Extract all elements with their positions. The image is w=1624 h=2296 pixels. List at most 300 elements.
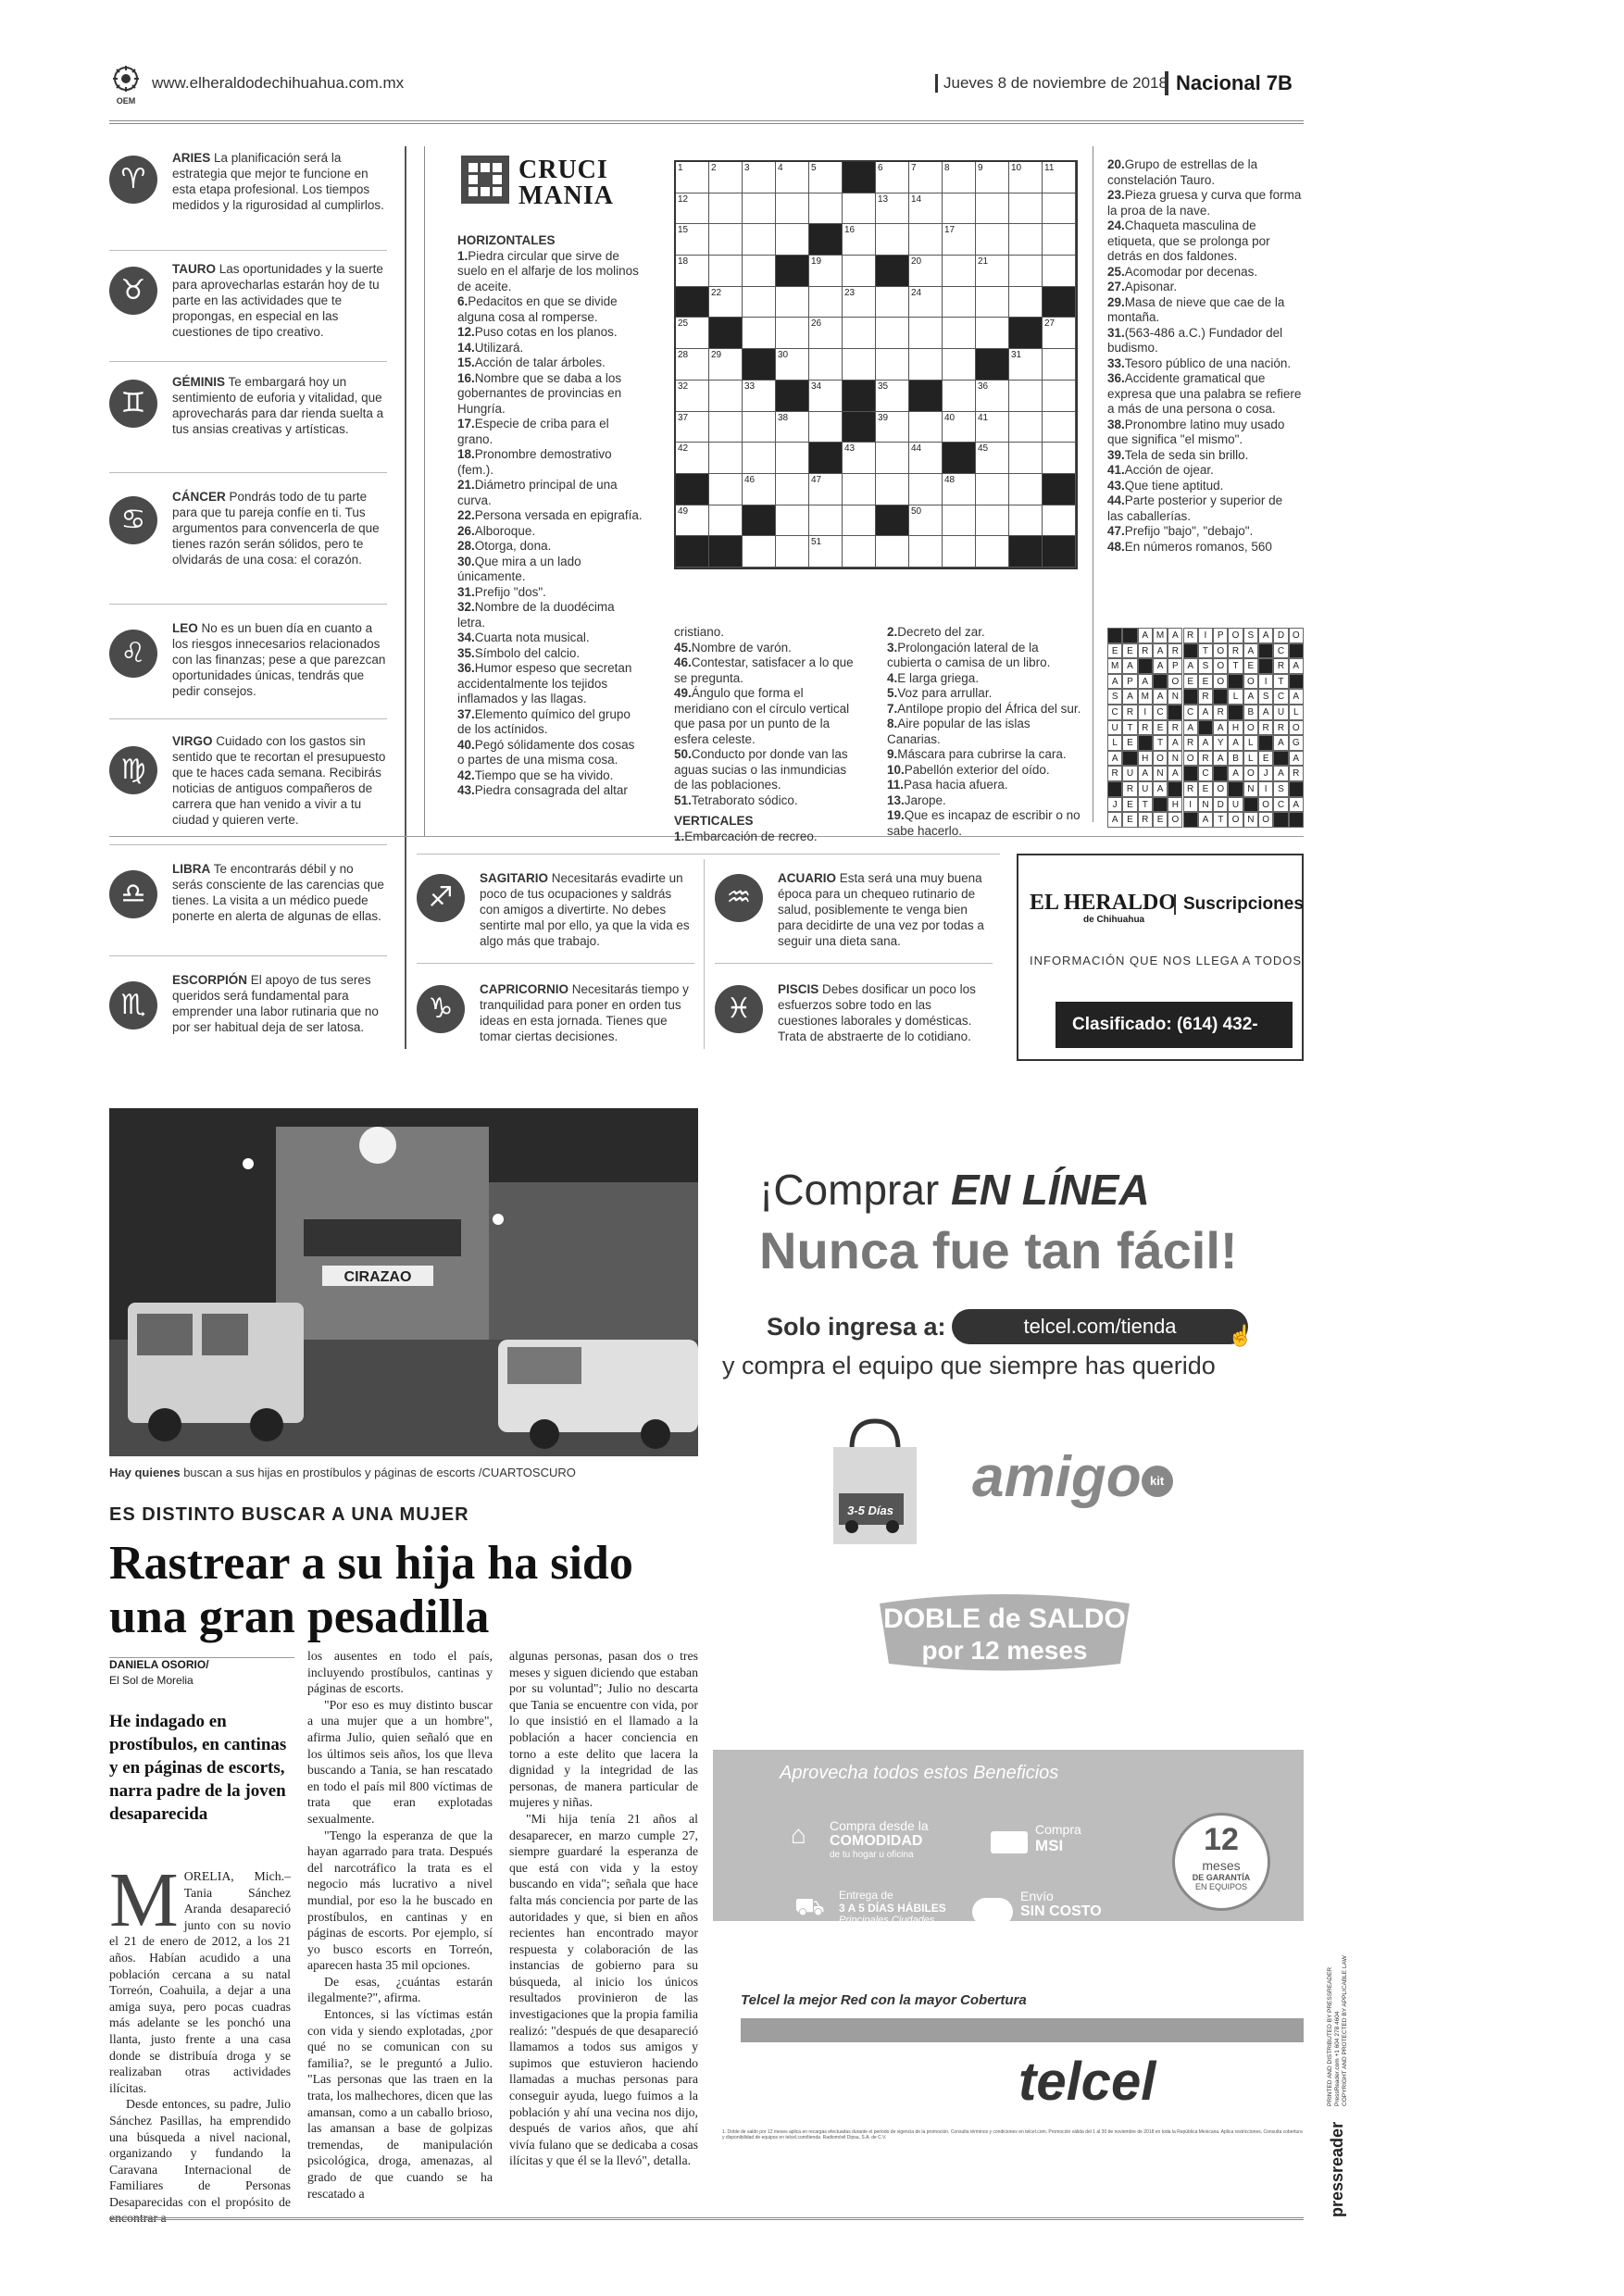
- clue: 8.Aire popular de las islas Canarias.: [887, 717, 1031, 746]
- grid-cell[interactable]: [776, 224, 809, 256]
- solution-cell: T: [1198, 643, 1213, 659]
- grid-cell[interactable]: [843, 536, 876, 568]
- grid-cell[interactable]: 40: [943, 412, 976, 443]
- grid-cell[interactable]: 15: [676, 224, 709, 256]
- solution-cell: J: [1107, 797, 1122, 813]
- grid-cell[interactable]: [709, 224, 743, 256]
- grid-cell[interactable]: [943, 349, 976, 381]
- subscriptions-brand-sub: de Chihuahua: [1083, 915, 1145, 925]
- ad-url-button[interactable]: telcel.com/tienda: [952, 1309, 1248, 1344]
- grid-cell[interactable]: 49: [676, 505, 709, 537]
- solution-cell: E: [1122, 643, 1137, 659]
- grid-cell[interactable]: [976, 474, 1009, 505]
- grid-cell[interactable]: [976, 224, 1009, 256]
- solution-cell: A: [1273, 766, 1288, 781]
- grid-cell[interactable]: [943, 256, 976, 287]
- grid-cell[interactable]: [743, 318, 776, 349]
- clue: 50.Conducto por donde van las aguas sucias o las inmundicias de las poblaciones.: [674, 747, 848, 792]
- grid-cell[interactable]: 29: [709, 349, 743, 381]
- grid-cell[interactable]: [776, 287, 809, 318]
- grid-cell[interactable]: 10: [1009, 162, 1043, 193]
- shopping-bag-icon: [815, 1412, 935, 1551]
- solution-cell: C: [1273, 643, 1288, 659]
- grid-cell[interactable]: [976, 505, 1009, 537]
- solution-cell: A: [1258, 705, 1273, 720]
- solution-cell: [1183, 643, 1198, 659]
- solution-cell: U: [1107, 720, 1122, 736]
- grid-cell[interactable]: [743, 443, 776, 474]
- solution-cell: I: [1198, 628, 1213, 643]
- grid-black-cell: [1043, 536, 1076, 568]
- grid-cell[interactable]: [809, 287, 843, 318]
- clue: 35.Símbolo del calcio.: [457, 645, 581, 660]
- subscriptions-brand: EL HERALDO: [1030, 891, 1177, 915]
- grid-cell[interactable]: [943, 505, 976, 537]
- solution-cell: U: [1228, 797, 1243, 813]
- grid-cell[interactable]: 34: [809, 381, 843, 412]
- ad-headline-1: ¡Comprar EN LÍNEA: [759, 1166, 1150, 1214]
- grid-black-cell: [809, 224, 843, 256]
- grid-cell[interactable]: 1: [676, 162, 709, 193]
- clue: 12.Puso cotas en los planos.: [457, 325, 618, 339]
- grid-cell[interactable]: [876, 318, 909, 349]
- clue: 33.Tesoro público de una nación.: [1107, 356, 1292, 370]
- svg-text:PressReader.com +1 604 278 460: PressReader.com +1 604 278 4604: [1334, 2011, 1341, 2106]
- grid-cell[interactable]: [743, 536, 776, 568]
- grid-cell[interactable]: [709, 193, 743, 225]
- grid-cell[interactable]: 18: [676, 256, 709, 287]
- grid-cell[interactable]: [1009, 224, 1043, 256]
- solution-cell: [1228, 705, 1243, 720]
- grid-cell[interactable]: [1043, 256, 1076, 287]
- solution-cell: A: [1228, 766, 1243, 781]
- grid-cell[interactable]: 5: [809, 162, 843, 193]
- grid-cell[interactable]: 11: [1043, 162, 1076, 193]
- grid-cell[interactable]: [743, 256, 776, 287]
- grid-cell[interactable]: [709, 381, 743, 412]
- grid-cell[interactable]: [1043, 224, 1076, 256]
- solution-cell: J: [1258, 766, 1273, 781]
- grid-cell[interactable]: 42: [676, 443, 709, 474]
- grid-cell[interactable]: 4: [776, 162, 809, 193]
- grid-cell[interactable]: [743, 193, 776, 225]
- svg-text:DOBLE de SALDO: DOBLE de SALDO: [883, 1603, 1126, 1634]
- solution-cell: L: [1107, 735, 1122, 751]
- grid-cell[interactable]: 9: [976, 162, 1009, 193]
- solution-cell: L: [1243, 735, 1258, 751]
- grid-cell[interactable]: 8: [943, 162, 976, 193]
- solution-cell: A: [1243, 689, 1258, 705]
- ad-headline-2: Nunca fue tan fácil!: [759, 1221, 1238, 1279]
- grid-cell[interactable]: 7: [909, 162, 943, 193]
- grid-cell[interactable]: [843, 505, 876, 537]
- grid-cell[interactable]: [876, 474, 909, 505]
- solution-cell: A: [1213, 720, 1228, 736]
- grid-black-cell: [709, 536, 743, 568]
- clue: 23.Pieza gruesa y curva que forma la proa de la nave.: [1107, 188, 1302, 218]
- svg-text:PRINTED AND DISTRIBUTED BY PRE: PRINTED AND DISTRIBUTED BY PRESSREADER: [1327, 1966, 1333, 2106]
- solution-cell: A: [1168, 735, 1182, 751]
- grid-cell[interactable]: [709, 443, 743, 474]
- solution-cell: R: [1168, 720, 1182, 736]
- grid-cell[interactable]: [976, 193, 1009, 225]
- solution-cell: T: [1228, 658, 1243, 674]
- solution-cell: A: [1168, 766, 1182, 781]
- solution-cell: N: [1168, 751, 1182, 767]
- solution-cell: A: [1153, 781, 1168, 797]
- grid-cell[interactable]: [743, 224, 776, 256]
- libra-icon: ♎: [109, 870, 157, 918]
- grid-cell[interactable]: 50: [909, 505, 943, 537]
- solution-cell: L: [1289, 705, 1304, 720]
- grid-black-cell: [909, 381, 943, 412]
- grid-cell[interactable]: [709, 474, 743, 505]
- solution-cell: R: [1289, 766, 1304, 781]
- solution-cell: A: [1228, 735, 1243, 751]
- grid-cell[interactable]: [876, 536, 909, 568]
- grid-cell[interactable]: [943, 193, 976, 225]
- clue: 3.Prolongación lateral de la cubierta o camisa de un libro.: [887, 640, 1051, 669]
- grid-cell[interactable]: 24: [909, 287, 943, 318]
- grid-cell[interactable]: [709, 256, 743, 287]
- grid-black-cell: [876, 256, 909, 287]
- solution-cell: N: [1243, 812, 1258, 828]
- grid-cell[interactable]: 25: [676, 318, 709, 349]
- solution-cell: A: [1153, 643, 1168, 659]
- solution-cell: [1153, 797, 1168, 813]
- solution-cell: I: [1138, 705, 1153, 720]
- solution-cell: E: [1122, 797, 1137, 813]
- solution-cell: R: [1138, 812, 1153, 828]
- grid-cell[interactable]: 2: [709, 162, 743, 193]
- clue: 21.Diámetro principal de una curva.: [457, 478, 618, 507]
- clue: 26.Alboroque.: [457, 523, 536, 538]
- grid-cell[interactable]: [709, 505, 743, 537]
- grid-cell[interactable]: [943, 381, 976, 412]
- amigo-kit-logo: amigo kit: [972, 1444, 1173, 1510]
- grid-cell[interactable]: [1009, 412, 1043, 443]
- horoscope-acuario: ACUARIO Esta será una muy buena época para un chequeo rutinario de salud, posiblemente te venga bien para decidirte de una vez por todas a seguir una dieta sana.: [778, 871, 984, 948]
- clue: 10.Pabellón exterior del oído.: [887, 762, 1050, 777]
- solution-cell: T: [1122, 720, 1137, 736]
- clue: 1.Embarcación de recreo.: [674, 829, 818, 843]
- grid-cell[interactable]: 27: [1043, 318, 1076, 349]
- grid-cell[interactable]: 38: [776, 412, 809, 443]
- solution-cell: R: [1122, 781, 1137, 797]
- clue: 16.Nombre que se daba a los gobernantes de provincias en Hungría.: [457, 370, 622, 416]
- grid-cell[interactable]: [943, 287, 976, 318]
- grid-cell[interactable]: 14: [909, 193, 943, 225]
- gemini-icon: ♊: [109, 380, 157, 428]
- grid-cell[interactable]: [809, 412, 843, 443]
- grid-cell[interactable]: [1043, 412, 1076, 443]
- grid-cell[interactable]: 39: [876, 412, 909, 443]
- grid-cell[interactable]: [1009, 505, 1043, 537]
- solution-cell: [1289, 781, 1304, 797]
- grid-cell[interactable]: [976, 287, 1009, 318]
- solution-cell: M: [1153, 628, 1168, 643]
- solution-cell: [1168, 781, 1182, 797]
- solution-cell: E: [1258, 751, 1273, 767]
- grid-cell[interactable]: 17: [943, 224, 976, 256]
- solution-cell: [1273, 812, 1288, 828]
- solution-cell: O: [1168, 812, 1182, 828]
- grid-cell[interactable]: [909, 349, 943, 381]
- grid-cell[interactable]: [909, 412, 943, 443]
- solution-cell: A: [1289, 658, 1304, 674]
- solution-cell: P: [1122, 674, 1137, 690]
- solution-cell: C: [1107, 705, 1122, 720]
- cursor-hand-icon: ☝: [1228, 1324, 1254, 1347]
- solution-cell: [1138, 658, 1153, 674]
- grid-cell[interactable]: [1009, 287, 1043, 318]
- grid-cell[interactable]: 35: [876, 381, 909, 412]
- grid-cell[interactable]: [843, 193, 876, 225]
- horoscope-aries: ARIES La planificación será la estrategia que mejor te funcione en esta etapa profesional. Los tiempos medidos y la rigurosidad al cumplirlos.: [172, 151, 384, 212]
- grid-black-cell: [843, 162, 876, 193]
- benefit-comodidad: Compra desde la COMODIDAD de tu hogar u oficina: [830, 1818, 929, 1860]
- solution-cell: O: [1153, 751, 1168, 767]
- clue: 39.Tela de seda sin brillo.: [1107, 447, 1249, 462]
- grid-cell[interactable]: [876, 287, 909, 318]
- grid-cell[interactable]: 48: [943, 474, 976, 505]
- grid-cell[interactable]: [776, 318, 809, 349]
- grid-cell[interactable]: [809, 193, 843, 225]
- grid-cell[interactable]: 33: [743, 381, 776, 412]
- crossword-grid[interactable]: [674, 160, 1078, 569]
- clue: 13.Jarope.: [887, 792, 946, 807]
- oem-logo: [109, 65, 143, 106]
- article-deck: He indagado en prostíbulos, en cantinas y en páginas de escorts, narra padre de la joven desaparecida: [109, 1712, 287, 1824]
- grid-cell[interactable]: 37: [676, 412, 709, 443]
- solution-cell: [1153, 674, 1168, 690]
- grid-cell[interactable]: [1009, 474, 1043, 505]
- clues-verticales-a: [887, 625, 1081, 839]
- solution-cell: A: [1122, 689, 1137, 705]
- solution-cell: G: [1289, 735, 1304, 751]
- solution-cell: L: [1243, 751, 1258, 767]
- grid-cell[interactable]: [743, 412, 776, 443]
- svg-text:por 12 meses: por 12 meses: [921, 1636, 1088, 1665]
- solution-cell: H: [1138, 751, 1153, 767]
- grid-cell[interactable]: 32: [676, 381, 709, 412]
- grid-cell[interactable]: [943, 318, 976, 349]
- grid-cell[interactable]: [843, 256, 876, 287]
- clue: 24.Chaqueta masculina de etiqueta, que se prolonga por detrás en dos faldones.: [1107, 218, 1270, 263]
- clue: 22.Persona versada en epigrafía.: [457, 508, 643, 522]
- grid-cell[interactable]: 36: [976, 381, 1009, 412]
- grid-cell[interactable]: [909, 536, 943, 568]
- classified-phone[interactable]: Clasificado: (614) 432-3827: [1056, 1002, 1293, 1048]
- benefit-entrega: Entrega de 3 A 5 DÍAS HÁBILES Principales Ciudades: [839, 1889, 946, 1926]
- clue: 40.Pegó sólidamente dos cosas o partes de una misma cosa.: [457, 737, 635, 767]
- clue: 6.Pedacitos en que se divide alguna cosa al romperse.: [457, 294, 618, 324]
- solution-cell: [1122, 751, 1137, 767]
- grid-cell[interactable]: 16: [843, 224, 876, 256]
- solution-cell: E: [1122, 812, 1137, 828]
- solution-cell: [1289, 674, 1304, 690]
- capricorn-icon: ♑: [417, 985, 465, 1033]
- byline-outlet: El Sol de Morelia: [109, 1674, 194, 1687]
- clue: 18.Pronombre demostrativo (fem.).: [457, 447, 612, 477]
- grid-cell[interactable]: 6: [876, 162, 909, 193]
- horoscope-virgo: VIRGO Cuidado con los gastos sin sentido que te recortan el presupuesto que te haces cada semana. Recibirás noticias de antiguos compañeros de carrera que han venido a vivir a tu ciudad y quieren verte.: [172, 734, 386, 827]
- ad-instruction: Solo ingresa a:: [767, 1313, 946, 1341]
- solution-cell: [1273, 751, 1288, 767]
- solution-cell: [1183, 766, 1198, 781]
- grid-cell[interactable]: [709, 412, 743, 443]
- grid-cell[interactable]: [1043, 193, 1076, 225]
- article-column-2: los ausentes en todo el país, incluyendo prostíbulos, cantinas y páginas de escorts. "Por eso es muy distinto buscar a una mujer que a un hombre", afirma Julio, quien señaló que en los últimos seis años, los que lleva buscando a Tania, se han rescatado en todo el país mil 800 víctimas de trata que eran explotadas sexualmente. "Tengo la esperanza de que la hayan agarrado para trata. Después del narcotráfico la trata es el negocio más lucrativo a nivel mundial, por eso la he buscado en prostíbulos, en cantinas y en páginas de escorts. Por ejemplo, sí yo busco escorts en Torreón, aparecen hasta 35 mil opciones. De esas, ¿cuántas estarán ilegalmente?", afirma. Entonces, si las víctimas están con vida y siendo explotadas, ¿por qué no se comunican con su familia?, se le preguntó a Julio. "Las personas que las traen en la trata, los malhechores, dicen que las amansan, como a un caballo brioso, las amansan a base de golpizas tremendas, de manipulación psicológica, droga, amenazas, al grado de que cuando se ha rescatado a: [307, 1649, 493, 2201]
- solution-cell: A: [1289, 751, 1304, 767]
- solution-cell: A: [1138, 674, 1153, 690]
- solution-cell: A: [1198, 812, 1213, 828]
- solution-cell: R: [1198, 751, 1213, 767]
- solution-cell: C: [1183, 705, 1198, 720]
- solution-cell: R: [1138, 720, 1153, 736]
- grid-cell[interactable]: 13: [876, 193, 909, 225]
- ad-subline: y compra el equipo que siempre has querido: [722, 1352, 1216, 1379]
- clue: 37.Elemento químico del grupo de los actínidos.: [457, 706, 631, 736]
- clue: 43.Que tiene aptitud.: [1107, 478, 1224, 493]
- solution-cell: [1213, 689, 1228, 705]
- solution-cell: S: [1258, 689, 1273, 705]
- clue: 28.Otorga, dona.: [457, 539, 552, 553]
- grid-cell[interactable]: 12: [676, 193, 709, 225]
- grid-cell[interactable]: [1043, 349, 1076, 381]
- solution-cell: R: [1183, 781, 1198, 797]
- solution-cell: A: [1258, 628, 1273, 643]
- grid-cell[interactable]: 3: [743, 162, 776, 193]
- solution-cell: [1183, 689, 1198, 705]
- solution-cell: R: [1168, 643, 1182, 659]
- solution-cell: [1228, 674, 1243, 690]
- grid-cell[interactable]: 23: [843, 287, 876, 318]
- grid-cell[interactable]: [743, 287, 776, 318]
- site-url[interactable]: www.elheraldodechihuahua.com.mx: [152, 74, 405, 92]
- grid-cell[interactable]: 30: [776, 349, 809, 381]
- clue: 51.Tetraborato sódico.: [674, 792, 798, 807]
- clue: 43.Piedra consagrada del altar: [457, 783, 628, 797]
- grid-cell[interactable]: 28: [676, 349, 709, 381]
- grid-cell[interactable]: [909, 318, 943, 349]
- grid-cell[interactable]: [976, 536, 1009, 568]
- grid-cell[interactable]: 47: [809, 474, 843, 505]
- solution-cell: [1243, 797, 1258, 813]
- grid-cell[interactable]: [1009, 443, 1043, 474]
- solution-cell: T: [1213, 812, 1228, 828]
- grid-cell[interactable]: [1009, 381, 1043, 412]
- grid-cell[interactable]: [776, 505, 809, 537]
- grid-cell[interactable]: [843, 349, 876, 381]
- grid-cell[interactable]: [776, 474, 809, 505]
- solution-cell: O: [1213, 643, 1228, 659]
- solution-cell: S: [1243, 628, 1258, 643]
- grid-cell[interactable]: 46: [743, 474, 776, 505]
- horoscope-sagitario: SAGITARIO Necesitarás evadirte un poco de tus ocupaciones y saldrás con amigos a divertirte. No debes sentirte mal por ello, ya que la vida es algo más que trabajo.: [480, 871, 690, 948]
- grid-cell[interactable]: 45: [976, 443, 1009, 474]
- grid-cell[interactable]: 22: [709, 287, 743, 318]
- aries-icon: ♈: [109, 156, 157, 204]
- horoscope-tauro: TAURO Las oportunidades y la suerte para aprovecharlas estarán hoy de tu parte en las actividades que te propongas, en especial en las cuestiones de tipo creativo.: [172, 262, 383, 339]
- grid-cell[interactable]: [943, 536, 976, 568]
- grid-cell[interactable]: [1009, 193, 1043, 225]
- grid-cell[interactable]: [776, 536, 809, 568]
- clue: 48.En números romanos, 560: [1107, 539, 1272, 554]
- svg-text:OEM: OEM: [116, 96, 136, 106]
- solution-cell: [1213, 766, 1228, 781]
- solution-cell: O: [1228, 812, 1243, 828]
- grid-black-cell: [1009, 318, 1043, 349]
- solution-cell: S: [1198, 658, 1213, 674]
- benefit-envio: Envío SIN COSTO: [1020, 1889, 1102, 1919]
- solution-cell: A: [1138, 766, 1153, 781]
- grid-cell[interactable]: [776, 193, 809, 225]
- grid-cell[interactable]: 44: [909, 443, 943, 474]
- grid-black-cell: [843, 412, 876, 443]
- grid-cell[interactable]: [876, 224, 909, 256]
- grid-cell[interactable]: [809, 505, 843, 537]
- grid-cell[interactable]: [843, 474, 876, 505]
- grid-cell[interactable]: [976, 318, 1009, 349]
- grid-black-cell: [776, 256, 809, 287]
- taurus-icon: ♉: [109, 267, 157, 315]
- grid-cell[interactable]: [909, 474, 943, 505]
- grid-cell[interactable]: [1009, 256, 1043, 287]
- grid-cell[interactable]: [1043, 505, 1076, 537]
- solution-cell: A: [1213, 751, 1228, 767]
- grid-cell[interactable]: 43: [843, 443, 876, 474]
- grid-cell[interactable]: [1043, 381, 1076, 412]
- grid-cell[interactable]: 26: [809, 318, 843, 349]
- grid-cell[interactable]: [876, 443, 909, 474]
- grid-cell[interactable]: 41: [976, 412, 1009, 443]
- grid-cell[interactable]: 21: [976, 256, 1009, 287]
- clue: 44.Parte posterior y superior de las caballerías.: [1107, 493, 1283, 523]
- horoscope-capricornio: CAPRICORNIO Necesitarás tiempo y tranquilidad para poner en orden tus ideas en esta jornada. Tienes que tomar ciertas decisiones.: [480, 982, 689, 1043]
- article-photo: [109, 1108, 698, 1456]
- grid-cell[interactable]: 31: [1009, 349, 1043, 381]
- solution-cell: [1258, 735, 1273, 751]
- header-rule: [109, 120, 1304, 124]
- grid-black-cell: [676, 287, 709, 318]
- grid-cell[interactable]: [876, 349, 909, 381]
- solution-cell: L: [1228, 689, 1243, 705]
- photo-caption: Hay quienes buscan a sus hijas en prostíbulos y páginas de escorts /CUARTOSCURO: [109, 1466, 576, 1479]
- credit-card-icon: [991, 1831, 1028, 1853]
- grid-cell[interactable]: [1043, 443, 1076, 474]
- solution-cell: M: [1138, 689, 1153, 705]
- clue: cristiano.: [674, 625, 725, 639]
- solution-cell: E: [1243, 658, 1258, 674]
- grid-cell[interactable]: [843, 318, 876, 349]
- grid-cell[interactable]: 19: [809, 256, 843, 287]
- grid-cell[interactable]: [809, 349, 843, 381]
- clue: 17.Especie de criba para el grano.: [457, 417, 609, 446]
- solution-cell: N: [1153, 766, 1168, 781]
- grid-cell[interactable]: [776, 443, 809, 474]
- solution-cell: R: [1273, 658, 1288, 674]
- ad-network-claim: Telcel la mejor Red con la mayor Cobertura: [741, 1992, 1027, 2008]
- grid-cell[interactable]: [909, 224, 943, 256]
- clue: 42.Tiempo que se ha vivido.: [457, 767, 614, 782]
- pressreader-stamp: [1317, 1949, 1354, 2227]
- solution-cell: A: [1273, 735, 1288, 751]
- grid-cell[interactable]: 51: [809, 536, 843, 568]
- solution-cell: R: [1228, 643, 1243, 659]
- grid-cell[interactable]: 20: [909, 256, 943, 287]
- clue: 45.Nombre de varón.: [674, 640, 792, 655]
